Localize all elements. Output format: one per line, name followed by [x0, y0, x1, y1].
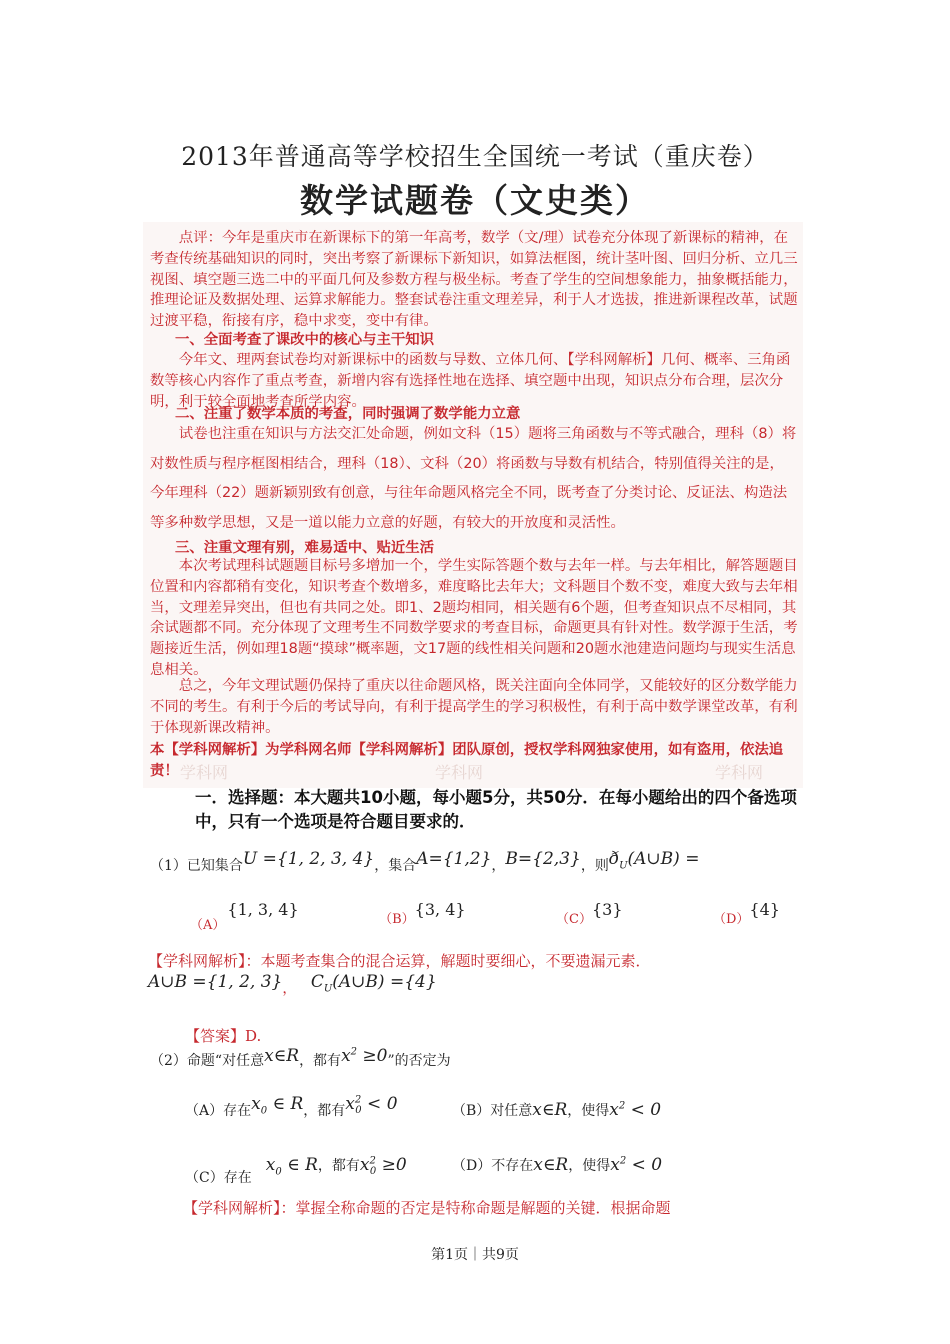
- watermark-logo: 学科网: [180, 763, 229, 782]
- commentary-heading-1: 一、全面考查了课改中的核心与主干知识: [175, 332, 435, 348]
- commentary-heading-2: 二、注重了数学本质的考查，同时强调了数学能力立意: [175, 406, 521, 422]
- question-2-option-d: （D）不存在x∈R，使得$x^2 < 0$: [452, 1155, 663, 1175]
- complement-result: $C_U(A\cup B) =\{4\}$: [310, 972, 437, 995]
- set-b: B={2,3}: [505, 849, 581, 869]
- question-2-option-c: （C）存在$x_0$ ∈ R，都有$x^2_0 \ge 0$: [185, 1155, 407, 1186]
- exam-title: 2013年普通高等学校招生全国统一考试（重庆卷）: [181, 142, 769, 171]
- question-2-option-a: （A）存在$x_0$ ∈ R，都有$x^2_0 < 0$: [185, 1094, 398, 1119]
- commentary-heading-3: 三、注重文理有别，难易适中、贴近生活: [175, 540, 435, 556]
- commentary-paragraph-1: 点评：今年是重庆市在新课标下的第一年高考，数学（文/理）试卷充分体现了新课标的精神，在考查传统基础知识的同时，突出考察了新课标下新知识，如算法框图，统计茎叶图、回归分析、立几三视图、填空题三选二中的平面几何及参数方程与极坐标。考查了学生的空间想象能力，抽象概括能力，推理论证及数据处理、运算求解能力。整套试卷注重文理差异，利于人才选拔，推进新课程改革，试题过渡平稳，衔接有序，稳中求变，变中有律。: [150, 230, 798, 330]
- option-d: {4}: [749, 900, 780, 919]
- exam-subtitle: 数学试题卷（文史类）: [300, 181, 650, 220]
- set-u: U ={1, 2, 3, 4}: [242, 849, 375, 869]
- option-b: {3, 4}: [414, 900, 466, 919]
- question-2-stem: （2）命题“对任意x∈R，都有$x^2 \ge 0$”的否定为: [150, 1046, 451, 1069]
- watermark-logo: 学科网: [715, 763, 764, 782]
- option-d-label: （D）: [712, 912, 750, 927]
- copyright-notice: 本【学科网解析】为学科网名师【学科网解析】团队原创，授权学科网独家使用，如有盗用，依法追责！: [150, 742, 784, 779]
- question-1-analysis: 【学科网解析】：本题考查集合的混合运算，解题时要细心，不要遗漏元素．: [148, 952, 651, 970]
- option-a-label: （A）: [190, 918, 226, 933]
- question-1-stem: （1）已知集合U ={1, 2, 3, 4}，集合A={1,2}，B={2,3}，则$ð_U(A\cup B)$ =: [150, 849, 700, 874]
- complement-expression: $ð_U(A\cup B)$ =: [608, 849, 700, 872]
- question-1-working: A∪B ={1, 2, 3}， $C_U(A\cup B) =\{4\}$: [148, 972, 437, 997]
- commentary-paragraph-5: 总之，今年文理试题仍保持了重庆以往命题风格，既关注面向全体同学，又能较好的区分数学能力不同的考生。有利于今后的考试导向，有利于提高学生的学习积极性，有利于高中数学课堂改革，有利于体现新课改精神。: [150, 678, 798, 736]
- option-a: {1, 3, 4}: [227, 900, 299, 919]
- question-2-option-b: （B）对任意x∈R，使得$x^2 < 0$: [452, 1100, 662, 1120]
- commentary-paragraph-3: 试卷也注重在知识与方法交汇处命题，例如文科（15）题将三角函数与不等式融合，理科（8）将对数性质与程序框图相结合，理科（18）、文科（20）将函数与导数有机结合，特别值得关注的是，今年理科（22）题新颖别致有创意，与往年命题风格完全不同，既考查了分类讨论、反证法、构造法等多种数学思想，又是一道以能力立意的好题，有较大的开放度和灵活性。: [150, 426, 797, 531]
- commentary-paragraph-4: 本次考试理科试题题目标号多增加一个，学生实际答题个数与去年一样。与去年相比，解答题题目位置和内容都稍有变化，知识考查个数增多，难度略比去年大；文科题目个数不变，难度大致与去年相当，文理差异突出，但也有共同之处。即1、2题均相同，相关题有6个题，但考查知识点不尽相同，其余试题都不同。充分体现了文理考生不同数学要求的考查目标，命题更具有针对性。数学源于生活，考题接近生活，例如理18题“摸球”概率题，文17题的线性相关问题和20题水池建造问题均与现实生活息息相关。: [150, 558, 798, 678]
- option-c-label: （C）: [556, 912, 592, 927]
- commentary-paragraph-2: 今年文、理两套试卷均对新课标中的函数与导数、立体几何、【学科网解析】几何、概率、三角函数等核心内容作了重点考查，新增内容有选择性地在选择、填空题中出现，知识点分布合理，层次分明，利于较全面地考查所学内容。: [150, 352, 791, 410]
- watermark-logo: 学科网: [435, 763, 484, 782]
- question-1-answer: 【答案】D.: [185, 1027, 262, 1045]
- question-1-options: [190, 900, 780, 933]
- option-c: {3}: [591, 900, 623, 919]
- page-footer: 第1页｜共9页: [431, 1247, 519, 1263]
- set-a: A={1,2}: [416, 849, 492, 869]
- option-b-label: （B）: [379, 912, 415, 927]
- section-heading: 一．选择题：本大题共10小题，每小题5分，共50分．在每小题给出的四个备选项中，只有一个选项是符合题目要求的．: [195, 788, 797, 831]
- question-2-analysis: 【学科网解析】：掌握全称命题的否定是特称命题是解题的关键．根据命题: [183, 1199, 671, 1217]
